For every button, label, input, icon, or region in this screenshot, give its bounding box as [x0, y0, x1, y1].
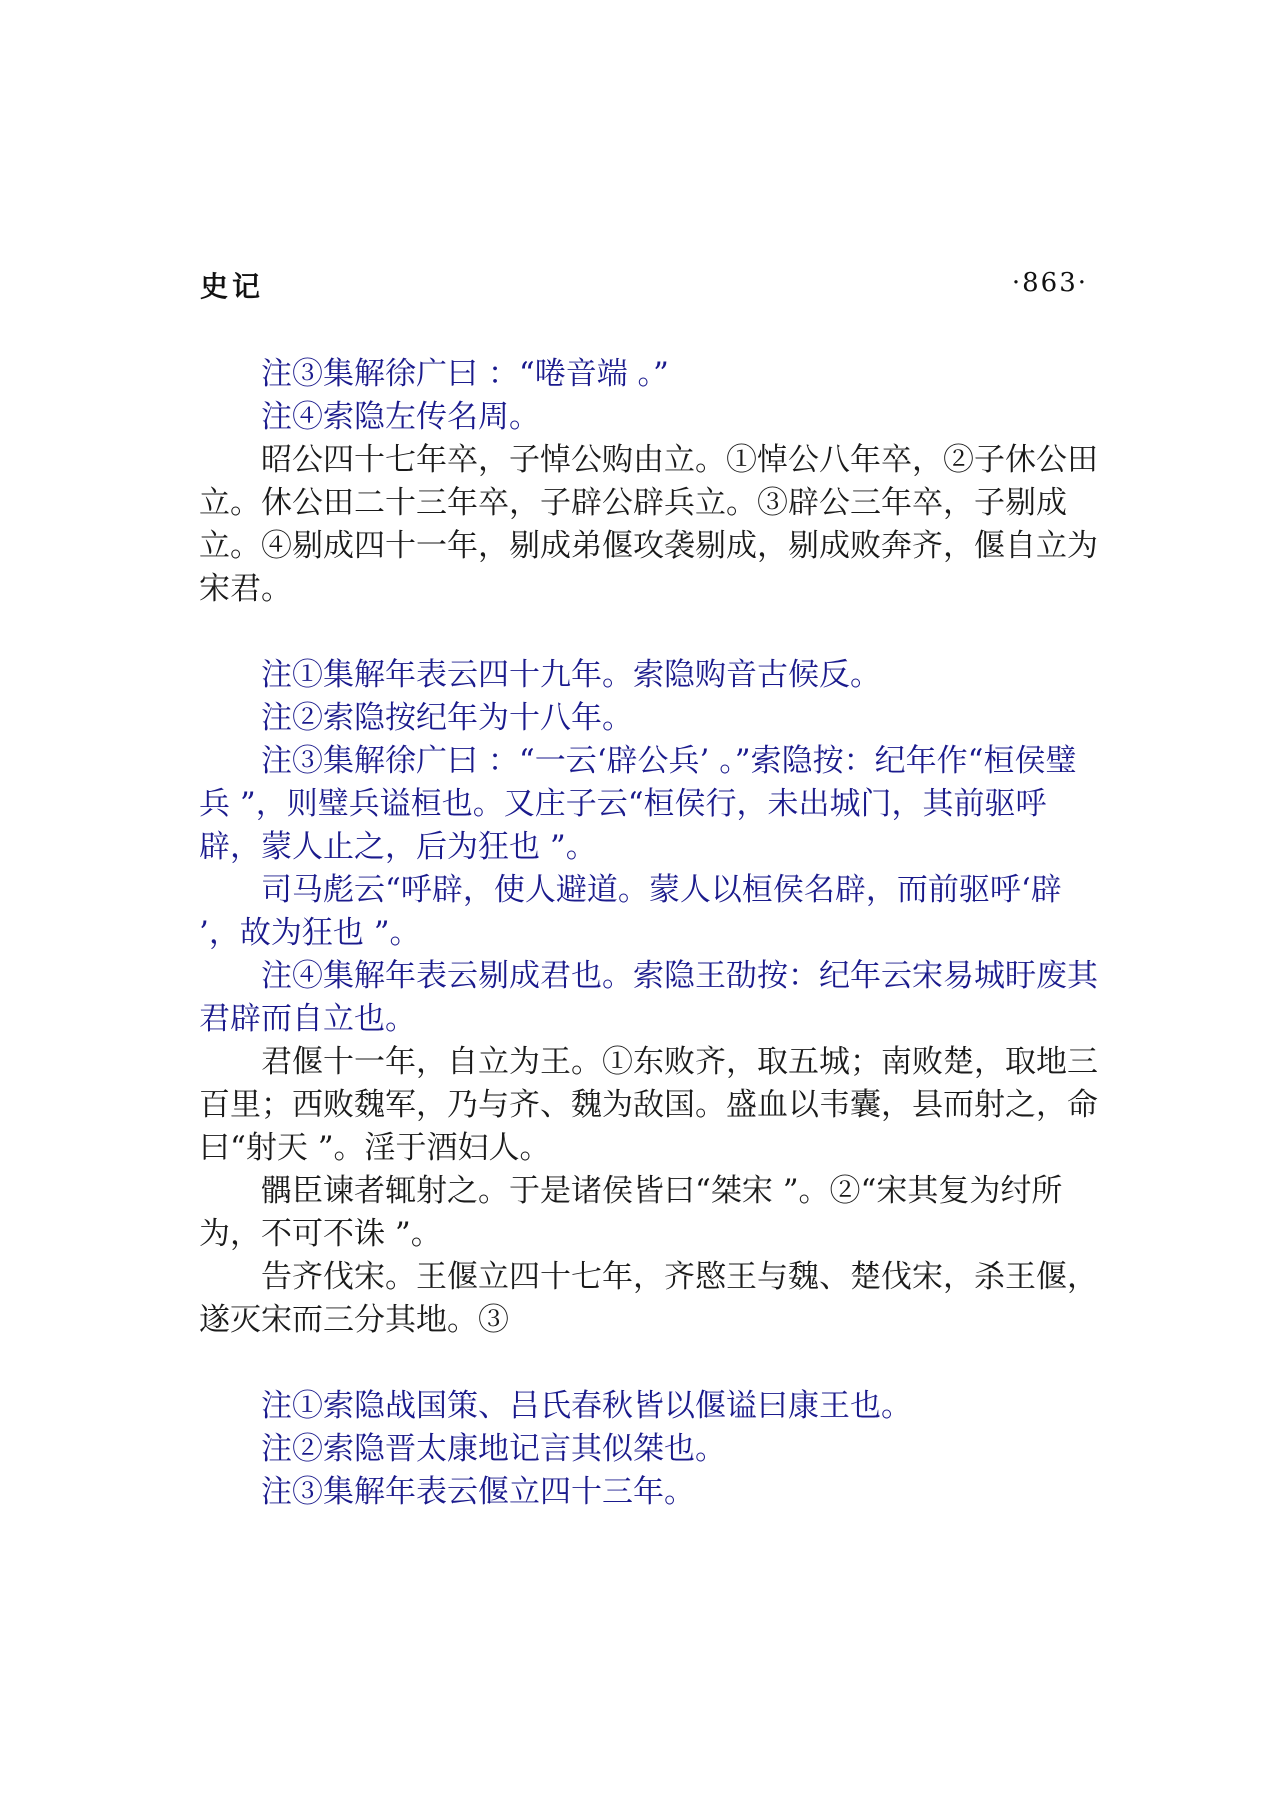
page-number: ·863·	[1011, 268, 1088, 298]
main-paragraph: 君偃十一年，自立为王。①东败齐，取五城；南败楚，取地三百里；西败魏军，乃与齐、魏为敌国。盛血以韦囊，县而射之，命曰“射天 ”。淫于酒妇人。	[199, 1044, 1098, 1166]
main-paragraph: 告齐伐宋。王偃立四十七年，齐愍王与魏、楚伐宋，杀王偃，遂灭宋而三分其地。③	[199, 1259, 1098, 1338]
annotation-note: 注②索隐晋太康地记言其似桀也。	[261, 1431, 726, 1467]
main-paragraph: 昭公四十七年卒，子悼公购由立。①悼公八年卒，②子休公田立。休公田二十三年卒，子辟公辟兵立。③辟公三年卒，子剔成立。④剔成四十一年，剔成弟偃攻袭剔成，剔成败奔齐，偃自立为宋君。	[199, 442, 1098, 607]
main-paragraph: 髃臣谏者辄射之。于是诸侯皆曰“桀宋 ”。②“宋其复为纣所为，不可不诛 ”。	[199, 1173, 1063, 1252]
annotation-note: 注④索隐左传名周。	[261, 399, 540, 435]
annotation-note: 注③集解年表云偃立四十三年。	[261, 1474, 695, 1510]
annotation-note: 注③集解徐广曰 ：“一云‘辟公兵’ 。”索隐按：纪年作“桓侯璧兵 ”，则璧兵谥桓也。又庄子云“桓侯行，未出城门，其前驱呼辟，蒙人止之，后为狂也 ”。	[199, 743, 1077, 865]
section-gap	[199, 1342, 1099, 1385]
annotation-note: 注①索隐战国策、吕氏春秋皆以偃谥曰康王也。	[261, 1388, 912, 1424]
annotation-note: 注④集解年表云剔成君也。索隐王劭按：纪年云宋易城盱废其君辟而自立也。	[199, 958, 1098, 1037]
annotation-note: 注③集解徐广曰 ：“啳音端 。”	[261, 356, 669, 392]
annotation-note: 司马彪云“呼辟，使人避道。蒙人以桓侯名辟，而前驱呼‘辟 ’，故为狂也 ”。	[199, 872, 1062, 951]
annotation-note: 注②索隐按纪年为十八年。	[261, 700, 633, 736]
body-text	[199, 353, 1099, 1514]
running-head-title: 史记	[200, 270, 265, 303]
section-gap	[199, 611, 1099, 654]
annotation-note: 注①集解年表云四十九年。索隐购音古候反。	[261, 657, 881, 693]
